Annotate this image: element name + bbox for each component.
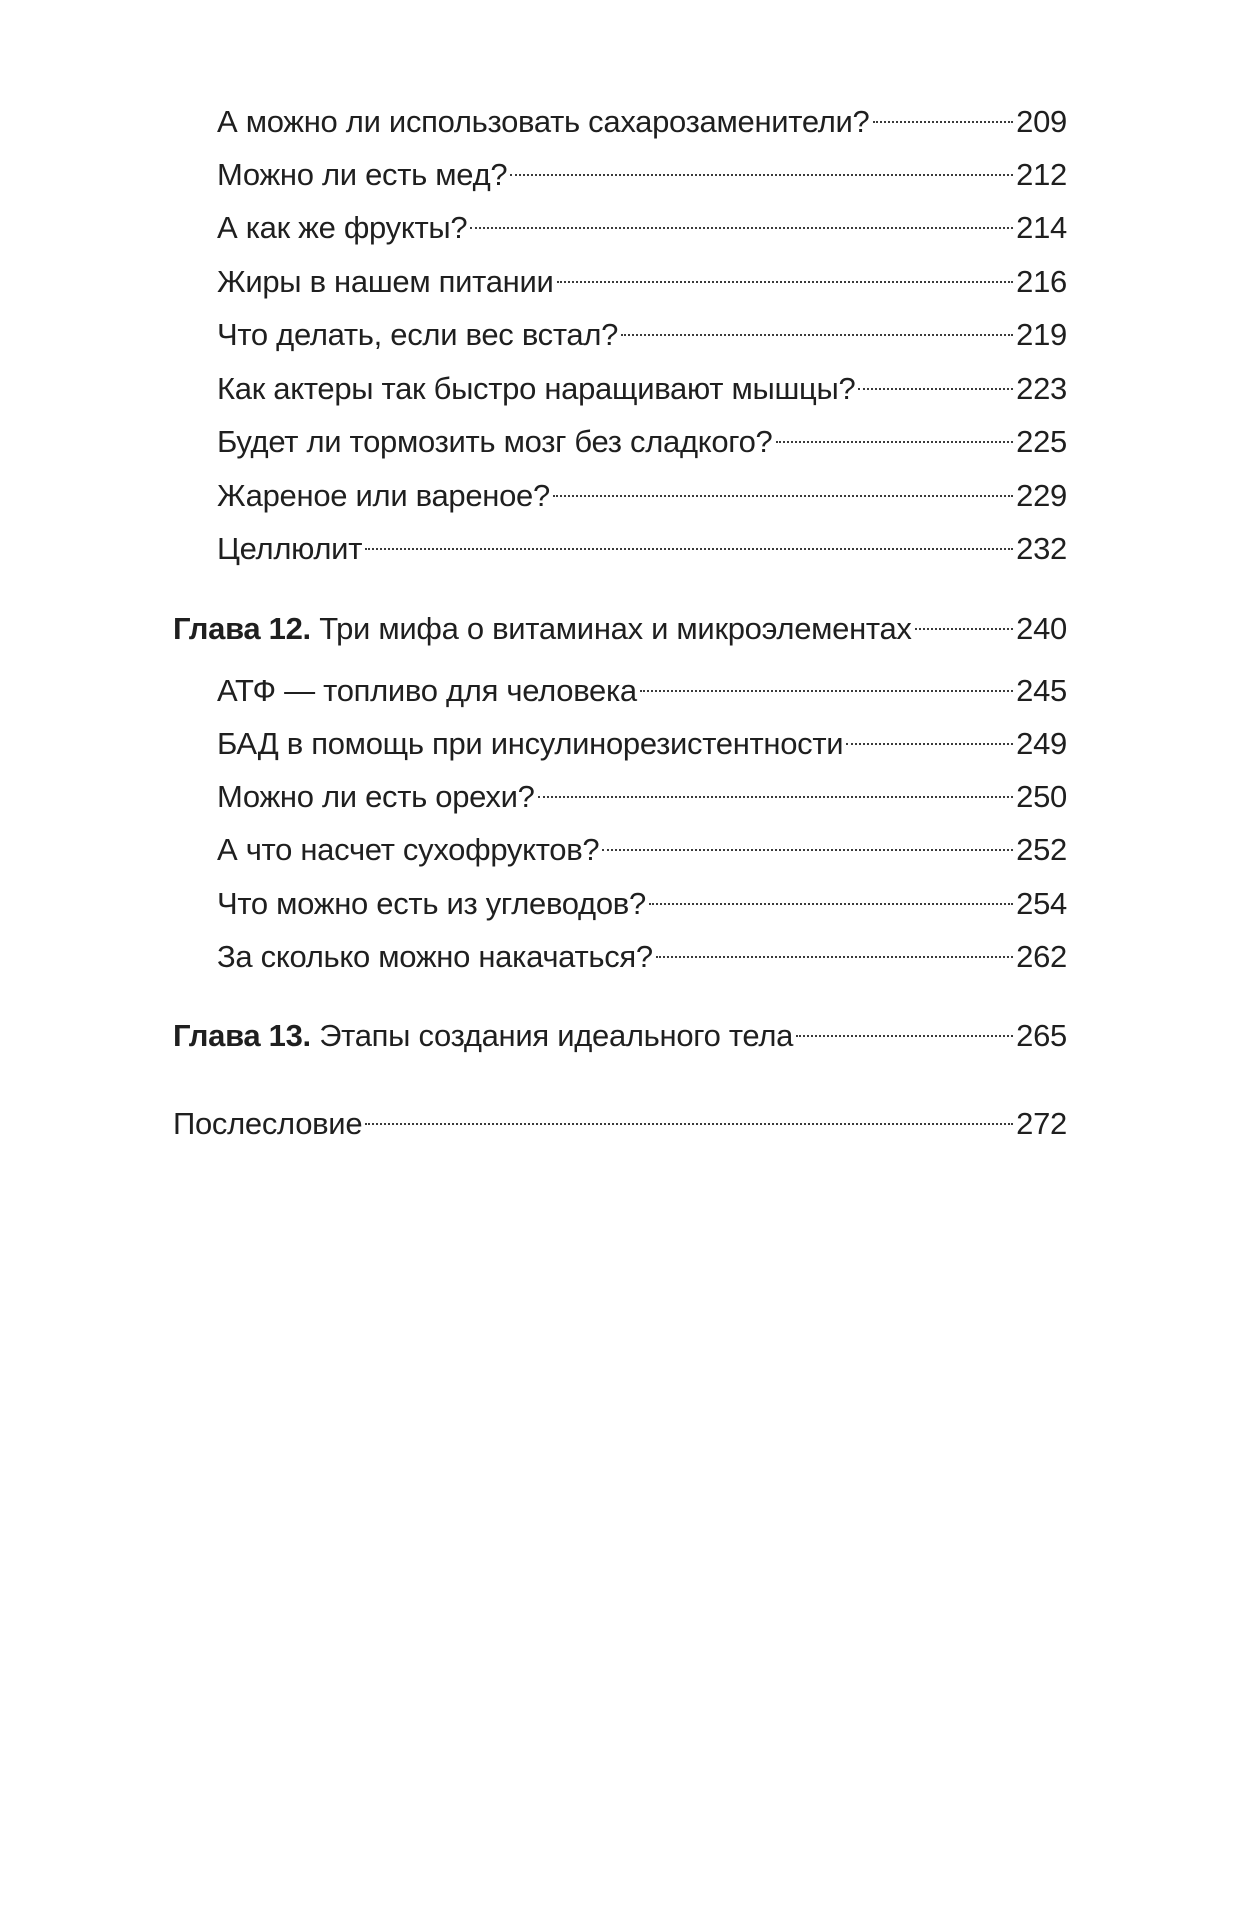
- toc-entry: [217, 472, 1067, 520]
- dot-leader: [557, 281, 1014, 283]
- toc-chapter-12: [173, 605, 1067, 653]
- chapter-label: Глава 12.: [173, 611, 311, 646]
- dot-leader: [915, 628, 1014, 630]
- toc-entry: [217, 720, 1067, 768]
- dot-leader: [538, 796, 1014, 798]
- toc-entry-title: Жареное или вареное?: [217, 478, 550, 513]
- toc-chapter-title: [173, 1012, 793, 1060]
- dot-leader: [649, 903, 1013, 905]
- toc-entry-title: Можно ли есть орехи?: [217, 779, 535, 814]
- toc-chapter-13: [173, 1012, 1067, 1060]
- toc-entry-title: Целлюлит: [217, 531, 363, 566]
- chapter-label: Глава 13.: [173, 1018, 311, 1053]
- dot-leader: [510, 174, 1013, 176]
- dot-leader: [858, 388, 1013, 390]
- dot-leader: [640, 690, 1013, 692]
- dot-leader: [846, 743, 1013, 745]
- dot-leader: [656, 956, 1013, 958]
- toc-afterword-page: 272: [1016, 1106, 1067, 1141]
- dot-leader: [365, 548, 1013, 550]
- toc-chapter-page: 240: [1016, 611, 1067, 646]
- toc-entry: [217, 667, 1067, 715]
- toc-entry-title: АТФ — топливо для человека: [217, 673, 637, 708]
- toc-afterword-title: Послесловие: [173, 1106, 363, 1141]
- dot-leader: [553, 495, 1013, 497]
- toc-entry-page: 223: [1016, 371, 1067, 406]
- toc-entry-page: 214: [1016, 210, 1067, 245]
- toc-entry-title: Как актеры так быстро наращивают мышцы?: [217, 371, 856, 406]
- toc-entry-page: 249: [1016, 726, 1067, 761]
- toc-afterword: [173, 1100, 1067, 1148]
- dot-leader: [602, 849, 1013, 851]
- toc-entry-title: А что насчет сухофруктов?: [217, 832, 600, 867]
- toc-entry-page: 252: [1016, 832, 1067, 867]
- toc-entry-page: 232: [1016, 531, 1067, 566]
- chapter-name: Этапы создания идеального тела: [319, 1018, 794, 1053]
- toc-entry: [217, 151, 1067, 199]
- toc-entry: [217, 204, 1067, 252]
- toc-chapter-title: [173, 605, 912, 653]
- toc-entry-page: 216: [1016, 264, 1067, 299]
- toc-entry: [217, 826, 1067, 874]
- toc-entry-page: 212: [1016, 157, 1067, 192]
- toc-entry: [217, 525, 1067, 573]
- toc-entry-title: А можно ли использовать сахарозаменители?: [217, 104, 870, 139]
- toc-entry: [217, 418, 1067, 466]
- toc-entry-page: 245: [1016, 673, 1067, 708]
- toc-entry-title: БАД в помощь при инсулинорезистентности: [217, 726, 844, 761]
- toc-chapter-page: 265: [1016, 1018, 1067, 1053]
- toc-entry-title: Будет ли тормозить мозг без сладкого?: [217, 424, 773, 459]
- dot-leader: [776, 441, 1014, 443]
- dot-leader: [365, 1123, 1013, 1125]
- toc-entry: [217, 933, 1067, 981]
- toc-entry: [217, 311, 1067, 359]
- toc-entry-title: Жиры в нашем питании: [217, 264, 554, 299]
- toc-entry: [217, 365, 1067, 413]
- dot-leader: [621, 334, 1013, 336]
- dot-leader: [873, 121, 1014, 123]
- toc-entry-title: Можно ли есть мед?: [217, 157, 508, 192]
- toc-entry: [217, 880, 1067, 928]
- chapter-name: Три мифа о витаминах и микроэлементах: [319, 611, 912, 646]
- toc-entry-page: 225: [1016, 424, 1067, 459]
- dot-leader: [470, 227, 1013, 229]
- toc-entry-page: 209: [1016, 104, 1067, 139]
- toc-entry-page: 219: [1016, 317, 1067, 352]
- toc-entry-page: 262: [1016, 939, 1067, 974]
- toc-entry-page: 250: [1016, 779, 1067, 814]
- toc-entry: [217, 773, 1067, 821]
- toc-entry-title: Что делать, если вес встал?: [217, 317, 619, 352]
- toc-entry: [217, 258, 1067, 306]
- toc-entry-title: Что можно есть из углеводов?: [217, 886, 646, 921]
- toc-entry-page: 229: [1016, 478, 1067, 513]
- toc-entry-title: А как же фрукты?: [217, 210, 468, 245]
- toc-entry: [217, 98, 1067, 146]
- toc-entry-title: За сколько можно накачаться?: [217, 939, 653, 974]
- toc-entry-page: 254: [1016, 886, 1067, 921]
- dot-leader: [796, 1035, 1013, 1037]
